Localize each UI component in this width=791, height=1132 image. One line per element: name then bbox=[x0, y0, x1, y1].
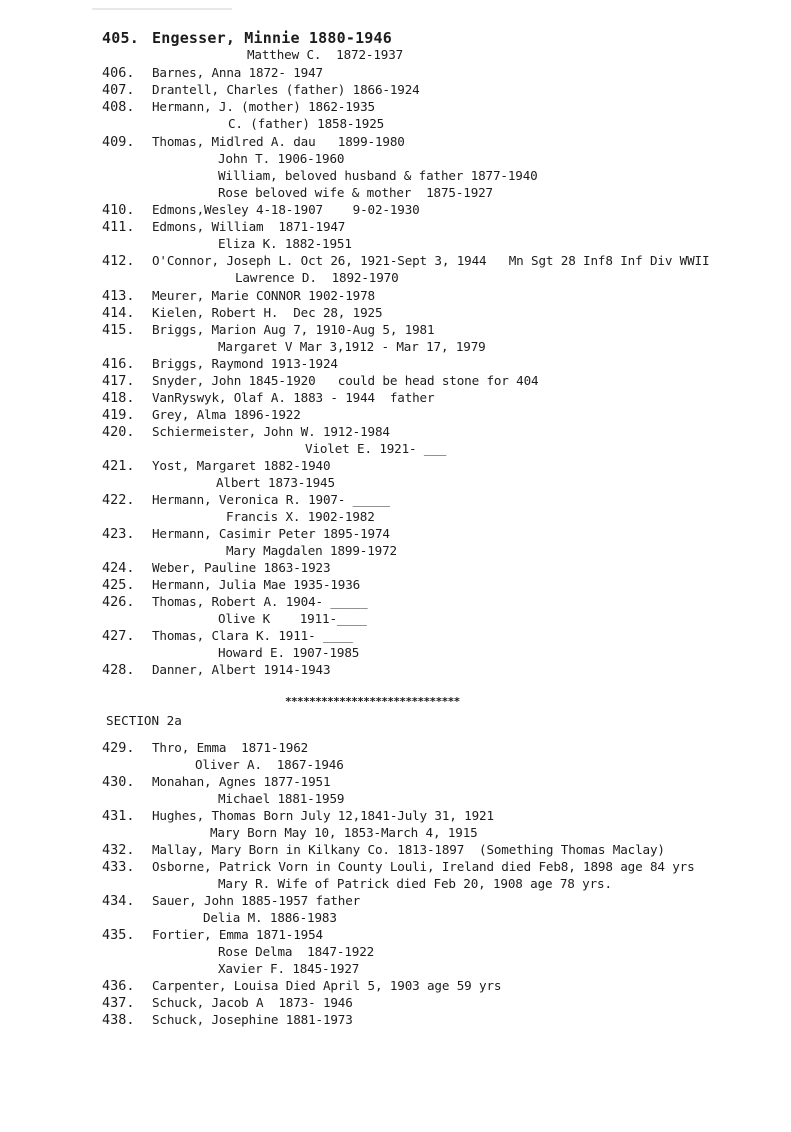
entry-text: Hermann, Veronica R. 1907- _____ bbox=[152, 492, 390, 507]
entry-text: Edmons, William 1871-1947 bbox=[152, 219, 346, 234]
entry-continuation: Mary Born May 10, 1853-March 4, 1915 bbox=[210, 825, 478, 840]
entry-number: 434. bbox=[102, 893, 135, 909]
entry-continuation: Albert 1873-1945 bbox=[216, 475, 335, 490]
entry-continuation: Lawrence D. 1892-1970 bbox=[235, 270, 399, 285]
entry-text: Thomas, Midlred A. dau 1899-1980 bbox=[152, 134, 405, 149]
entry-number: 429. bbox=[102, 740, 135, 756]
entry-number: 424. bbox=[102, 560, 135, 576]
entry-text: Yost, Margaret 1882-1940 bbox=[152, 458, 331, 473]
entry-number: 423. bbox=[102, 526, 135, 542]
entry-number: 409. bbox=[102, 134, 135, 150]
entry-number: 422. bbox=[102, 492, 135, 508]
entry-number: 413. bbox=[102, 288, 135, 304]
entry-text: Thomas, Robert A. 1904- _____ bbox=[152, 594, 368, 609]
entry-text: Thro, Emma 1871-1962 bbox=[152, 740, 309, 755]
entry-text: Snyder, John 1845-1920 could be head stone for 404 bbox=[152, 373, 539, 388]
entry-number: 433. bbox=[102, 859, 135, 875]
entry-number: 436. bbox=[102, 978, 135, 994]
entry-number: 419. bbox=[102, 407, 135, 423]
entry-text: Sauer, John 1885-1957 father bbox=[152, 893, 361, 908]
entry-number: 418. bbox=[102, 390, 135, 406]
entry-number: 428. bbox=[102, 662, 135, 678]
entry-number: 414. bbox=[102, 305, 135, 321]
entry-number: 437. bbox=[102, 995, 135, 1011]
entry-number: 430. bbox=[102, 774, 135, 790]
entry-text: Schiermeister, John W. 1912-1984 bbox=[152, 424, 390, 439]
entry-continuation: Howard E. 1907-1985 bbox=[218, 645, 360, 660]
entry-number: 420. bbox=[102, 424, 135, 440]
entry-text: Schuck, Jacob A 1873- 1946 bbox=[152, 995, 353, 1010]
entry-text: Edmons,Wesley 4-18-1907 9-02-1930 bbox=[152, 202, 420, 217]
entry-text: Monahan, Agnes 1877-1951 bbox=[152, 774, 331, 789]
entry-text: Osborne, Patrick Vorn in County Louli, Ireland died Feb8, 1898 age 84 yrs bbox=[152, 859, 695, 874]
entry-number: 417. bbox=[102, 373, 135, 389]
entry-continuation: John T. 1906-1960 bbox=[218, 151, 345, 166]
entry-continuation: William, beloved husband & father 1877-1940 bbox=[218, 168, 538, 183]
entry-text: Meurer, Marie CONNOR 1902-1978 bbox=[152, 288, 375, 303]
scan-artifact bbox=[92, 8, 232, 20]
entry-continuation: Michael 1881-1959 bbox=[218, 791, 345, 806]
entry-text: O'Connor, Joseph L. Oct 26, 1921-Sept 3, 1944 Mn Sgt 28 Inf8 Inf Div WWII bbox=[152, 253, 710, 268]
entry-continuation: Mary R. Wife of Patrick died Feb 20, 1908 age 78 yrs. bbox=[218, 876, 612, 891]
entry-number: 431. bbox=[102, 808, 135, 824]
entry-continuation: Margaret V Mar 3,1912 - Mar 17, 1979 bbox=[218, 339, 486, 354]
entry-text: Hermann, Casimir Peter 1895-1974 bbox=[152, 526, 390, 541]
entry-number: 406. bbox=[102, 65, 135, 81]
entry-text: Barnes, Anna 1872- 1947 bbox=[152, 65, 323, 80]
divider: ***************************** bbox=[285, 695, 460, 708]
entry-continuation: Xavier F. 1845-1927 bbox=[218, 961, 360, 976]
entry-continuation: Rose beloved wife & mother 1875-1927 bbox=[218, 185, 493, 200]
entry-number: 421. bbox=[102, 458, 135, 474]
entry-text: Carpenter, Louisa Died April 5, 1903 age 59 yrs bbox=[152, 978, 502, 993]
entry-text: Schuck, Josephine 1881-1973 bbox=[152, 1012, 353, 1027]
entry-continuation: Delia M. 1886-1983 bbox=[203, 910, 337, 925]
entry-text: Hermann, J. (mother) 1862-1935 bbox=[152, 99, 375, 114]
entry-text: Mallay, Mary Born in Kilkany Co. 1813-1897 (Something Thomas Maclay) bbox=[152, 842, 665, 857]
entry-text: Weber, Pauline 1863-1923 bbox=[152, 560, 331, 575]
entry-continuation: Mary Magdalen 1899-1972 bbox=[226, 543, 397, 558]
entry-number: 438. bbox=[102, 1012, 135, 1028]
entry-text: Hughes, Thomas Born July 12,1841-July 31, 1921 bbox=[152, 808, 494, 823]
entry-number: 427. bbox=[102, 628, 135, 644]
entry-text: Drantell, Charles (father) 1866-1924 bbox=[152, 82, 420, 97]
entry-number: 408. bbox=[102, 99, 135, 115]
entry-continuation: Francis X. 1902-1982 bbox=[226, 509, 375, 524]
entry-continuation: C. (father) 1858-1925 bbox=[228, 116, 385, 131]
entry-text: VanRyswyk, Olaf A. 1883 - 1944 father bbox=[152, 390, 435, 405]
entry-number: 405. bbox=[102, 29, 139, 47]
entry-number: 416. bbox=[102, 356, 135, 372]
entry-number: 415. bbox=[102, 322, 135, 338]
entry-text: Grey, Alma 1896-1922 bbox=[152, 407, 301, 422]
entry-continuation: Violet E. 1921- ___ bbox=[305, 441, 447, 456]
entry-number: 425. bbox=[102, 577, 135, 593]
entry-number: 426. bbox=[102, 594, 135, 610]
entry-continuation: Oliver A. 1867-1946 bbox=[195, 757, 344, 772]
entry-text: Briggs, Marion Aug 7, 1910-Aug 5, 1981 bbox=[152, 322, 435, 337]
entry-text: Thomas, Clara K. 1911- ____ bbox=[152, 628, 353, 643]
entry-number: 412. bbox=[102, 253, 135, 269]
entry-number: 411. bbox=[102, 219, 135, 235]
entry-text: Briggs, Raymond 1913-1924 bbox=[152, 356, 338, 371]
entry-number: 410. bbox=[102, 202, 135, 218]
entry-text: Hermann, Julia Mae 1935-1936 bbox=[152, 577, 361, 592]
entry-text: Fortier, Emma 1871-1954 bbox=[152, 927, 323, 942]
entry-text: Danner, Albert 1914-1943 bbox=[152, 662, 331, 677]
entry-continuation: Olive K 1911-____ bbox=[218, 611, 367, 626]
entry-continuation: Rose Delma 1847-1922 bbox=[218, 944, 375, 959]
entry-continuation: Eliza K. 1882-1951 bbox=[218, 236, 352, 251]
entry-text: Engesser, Minnie 1880-1946 bbox=[152, 29, 392, 47]
entry-number: 407. bbox=[102, 82, 135, 98]
entry-continuation: Matthew C. 1872-1937 bbox=[247, 47, 404, 62]
entry-number: 432. bbox=[102, 842, 135, 858]
entry-number: 435. bbox=[102, 927, 135, 943]
entry-text: Kielen, Robert H. Dec 28, 1925 bbox=[152, 305, 383, 320]
section-heading: SECTION 2a bbox=[106, 713, 182, 728]
